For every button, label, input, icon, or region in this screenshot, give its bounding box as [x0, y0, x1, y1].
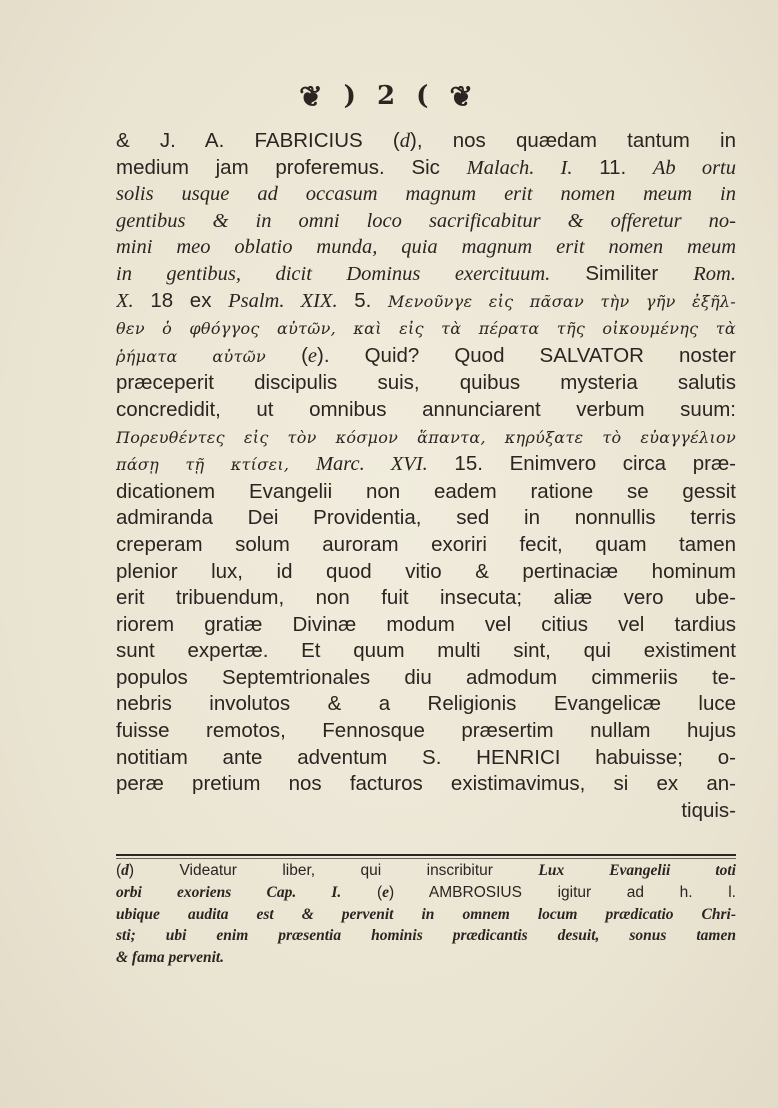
- italic-text: Ab ortu: [652, 156, 736, 179]
- text-line: [116, 261, 736, 288]
- text-run: notitiam ante adventum S. HENRICI habuisse; o-: [116, 745, 736, 769]
- text-run: nebris involutos & a Religionis Evangelicæ luce: [116, 692, 736, 716]
- italic-text: sti; ubi enim præsentia hominis prædicantis desuit, sonus tamen: [116, 927, 736, 945]
- italic-text: gentibus & in omni loco sacrificabitur & offeretur no-: [116, 209, 736, 232]
- fleuron-right-icon: ❦: [449, 80, 479, 113]
- italic-text: solis usque ad occasum magnum erit nomen meum in: [116, 183, 736, 206]
- text-run: riorem gratiæ Divinæ modum vel citius vel tardius: [116, 612, 736, 636]
- footnotes: [116, 860, 736, 969]
- text-run: & J. A. FABRICIUS (: [116, 129, 400, 152]
- italic-text: X.: [116, 289, 134, 312]
- text-line: [116, 315, 736, 343]
- italic-text: Malach. I.: [466, 156, 573, 179]
- text-line: [116, 638, 736, 665]
- italic-text: e: [307, 344, 318, 367]
- text-line: [116, 745, 736, 772]
- fleuron-left-icon: ❦: [299, 80, 329, 113]
- italic-text: Marc. XVI.: [315, 453, 428, 476]
- greek-text: ῥήματα αὐτῶν: [116, 346, 267, 366]
- italic-text: ubique audita est & pervenit in omnem locum prædicatio Chri-: [116, 905, 736, 923]
- text-run: [289, 452, 316, 475]
- text-line: [116, 451, 736, 479]
- italic-text: Lux Evangelii toti: [538, 862, 736, 879]
- footnote-divider: [116, 854, 736, 856]
- text-line: [116, 155, 736, 182]
- text-line: [116, 532, 736, 559]
- text-run: præceperit discipulis suis, quibus mysteria salutis: [116, 371, 736, 395]
- italic-text: Rom.: [693, 262, 736, 285]
- greek-text: Μενοῦνγε εἰς πᾶσαν τὴν γῆν ἐξῆλ-: [388, 291, 736, 311]
- text-line: [116, 585, 736, 612]
- text-run: ). Quid? Quod SALVATOR noster: [317, 343, 736, 367]
- text-line: [116, 343, 736, 371]
- page-header: [0, 80, 778, 113]
- text-run: (: [266, 343, 308, 367]
- text-line: [116, 665, 736, 692]
- greek-text: θεν ὁ φθόγγος αὐτῶν, καὶ εἰς τὰ πέρατα τῆς οἰκουμένης τὰ: [116, 319, 736, 339]
- text-run: sunt expertæ. Et quum multi sint, qui existiment: [116, 639, 736, 663]
- text-run: plenior lux, id quod vitio & pertinaciæ hominum: [116, 559, 736, 583]
- text-run: medium jam proferemus. Sic: [116, 155, 467, 179]
- italic-text: e: [382, 883, 389, 901]
- text-line: [116, 397, 736, 424]
- text-run: creperam solum auroram exoriri fecit, quam tamen: [116, 532, 736, 556]
- text-line: [116, 181, 736, 208]
- text-line: [116, 612, 736, 639]
- text-line: [116, 424, 736, 452]
- footnote-line: [116, 860, 736, 882]
- italic-text: mini meo oblatio munda, quia magnum erit nomen meum: [116, 236, 736, 259]
- text-line: [116, 479, 736, 506]
- italic-text: orbi exoriens Cap. I.: [116, 883, 342, 901]
- greek-text: πάσῃ τῇ κτίσει,: [116, 455, 290, 475]
- text-run: peræ pretium nos facturos existimavimus, si ex an-: [116, 772, 736, 796]
- text-run: concredidit, ut omnibus annunciarent verbum suum:: [116, 397, 736, 421]
- footnote-line: [116, 925, 736, 947]
- text-run: (: [116, 862, 122, 879]
- text-run: tiquis-: [681, 798, 736, 822]
- text-run: erit tribuendum, non fuit insecuta; aliæ vero ube-: [116, 586, 736, 610]
- text-line: [116, 128, 736, 155]
- italic-text: in gentibus, dicit Dominus exercituum.: [116, 262, 551, 285]
- text-run: 18 ex: [133, 288, 229, 312]
- text-run: ) AMBROSIUS igitur ad h. l.: [389, 883, 736, 901]
- italic-text: Psalm. XIX.: [228, 289, 338, 312]
- italic-text: d: [121, 862, 129, 879]
- text-run: ) Videatur liber, qui inscribitur: [128, 862, 539, 879]
- greek-text: Πορευθέντες εἰς τὸν κόσμον ἅπαντα, κηρύξατε τὸ εὐαγγέλιον: [116, 427, 736, 447]
- italic-text: & fama pervenit.: [116, 949, 225, 967]
- text-run: admiranda Dei Providentia, sed in nonnullis terris: [116, 506, 736, 530]
- text-line: [116, 718, 736, 745]
- footnote-line: [116, 947, 736, 969]
- text-line: [116, 234, 736, 261]
- text-run: 5.: [337, 288, 389, 312]
- text-line: [116, 288, 736, 316]
- text-run: dicationem Evangelii non eadem ratione se gessit: [116, 479, 736, 503]
- footnote-line: [116, 882, 736, 904]
- page-number: ) 2 (: [343, 81, 435, 111]
- text-line: [116, 798, 736, 825]
- main-text: [116, 128, 736, 824]
- text-run: Similiter: [550, 261, 694, 285]
- italic-text: d: [399, 130, 411, 152]
- text-line: [116, 208, 736, 235]
- text-run: 15. Enimvero circa præ-: [427, 452, 736, 476]
- text-line: [116, 370, 736, 397]
- text-line: [116, 771, 736, 798]
- text-line: [116, 691, 736, 718]
- text-run: populos Septemtrionales diu admodum cimmeriis te-: [116, 665, 736, 689]
- footnote-line: [116, 904, 736, 926]
- text-line: [116, 505, 736, 532]
- text-run: ), nos quædam tantum in: [410, 129, 736, 152]
- text-line: [116, 559, 736, 586]
- text-run: fuisse remotos, Fennosque præsertim nullam hujus: [116, 719, 736, 743]
- text-run: 11.: [572, 155, 653, 179]
- text-run: (: [341, 883, 383, 901]
